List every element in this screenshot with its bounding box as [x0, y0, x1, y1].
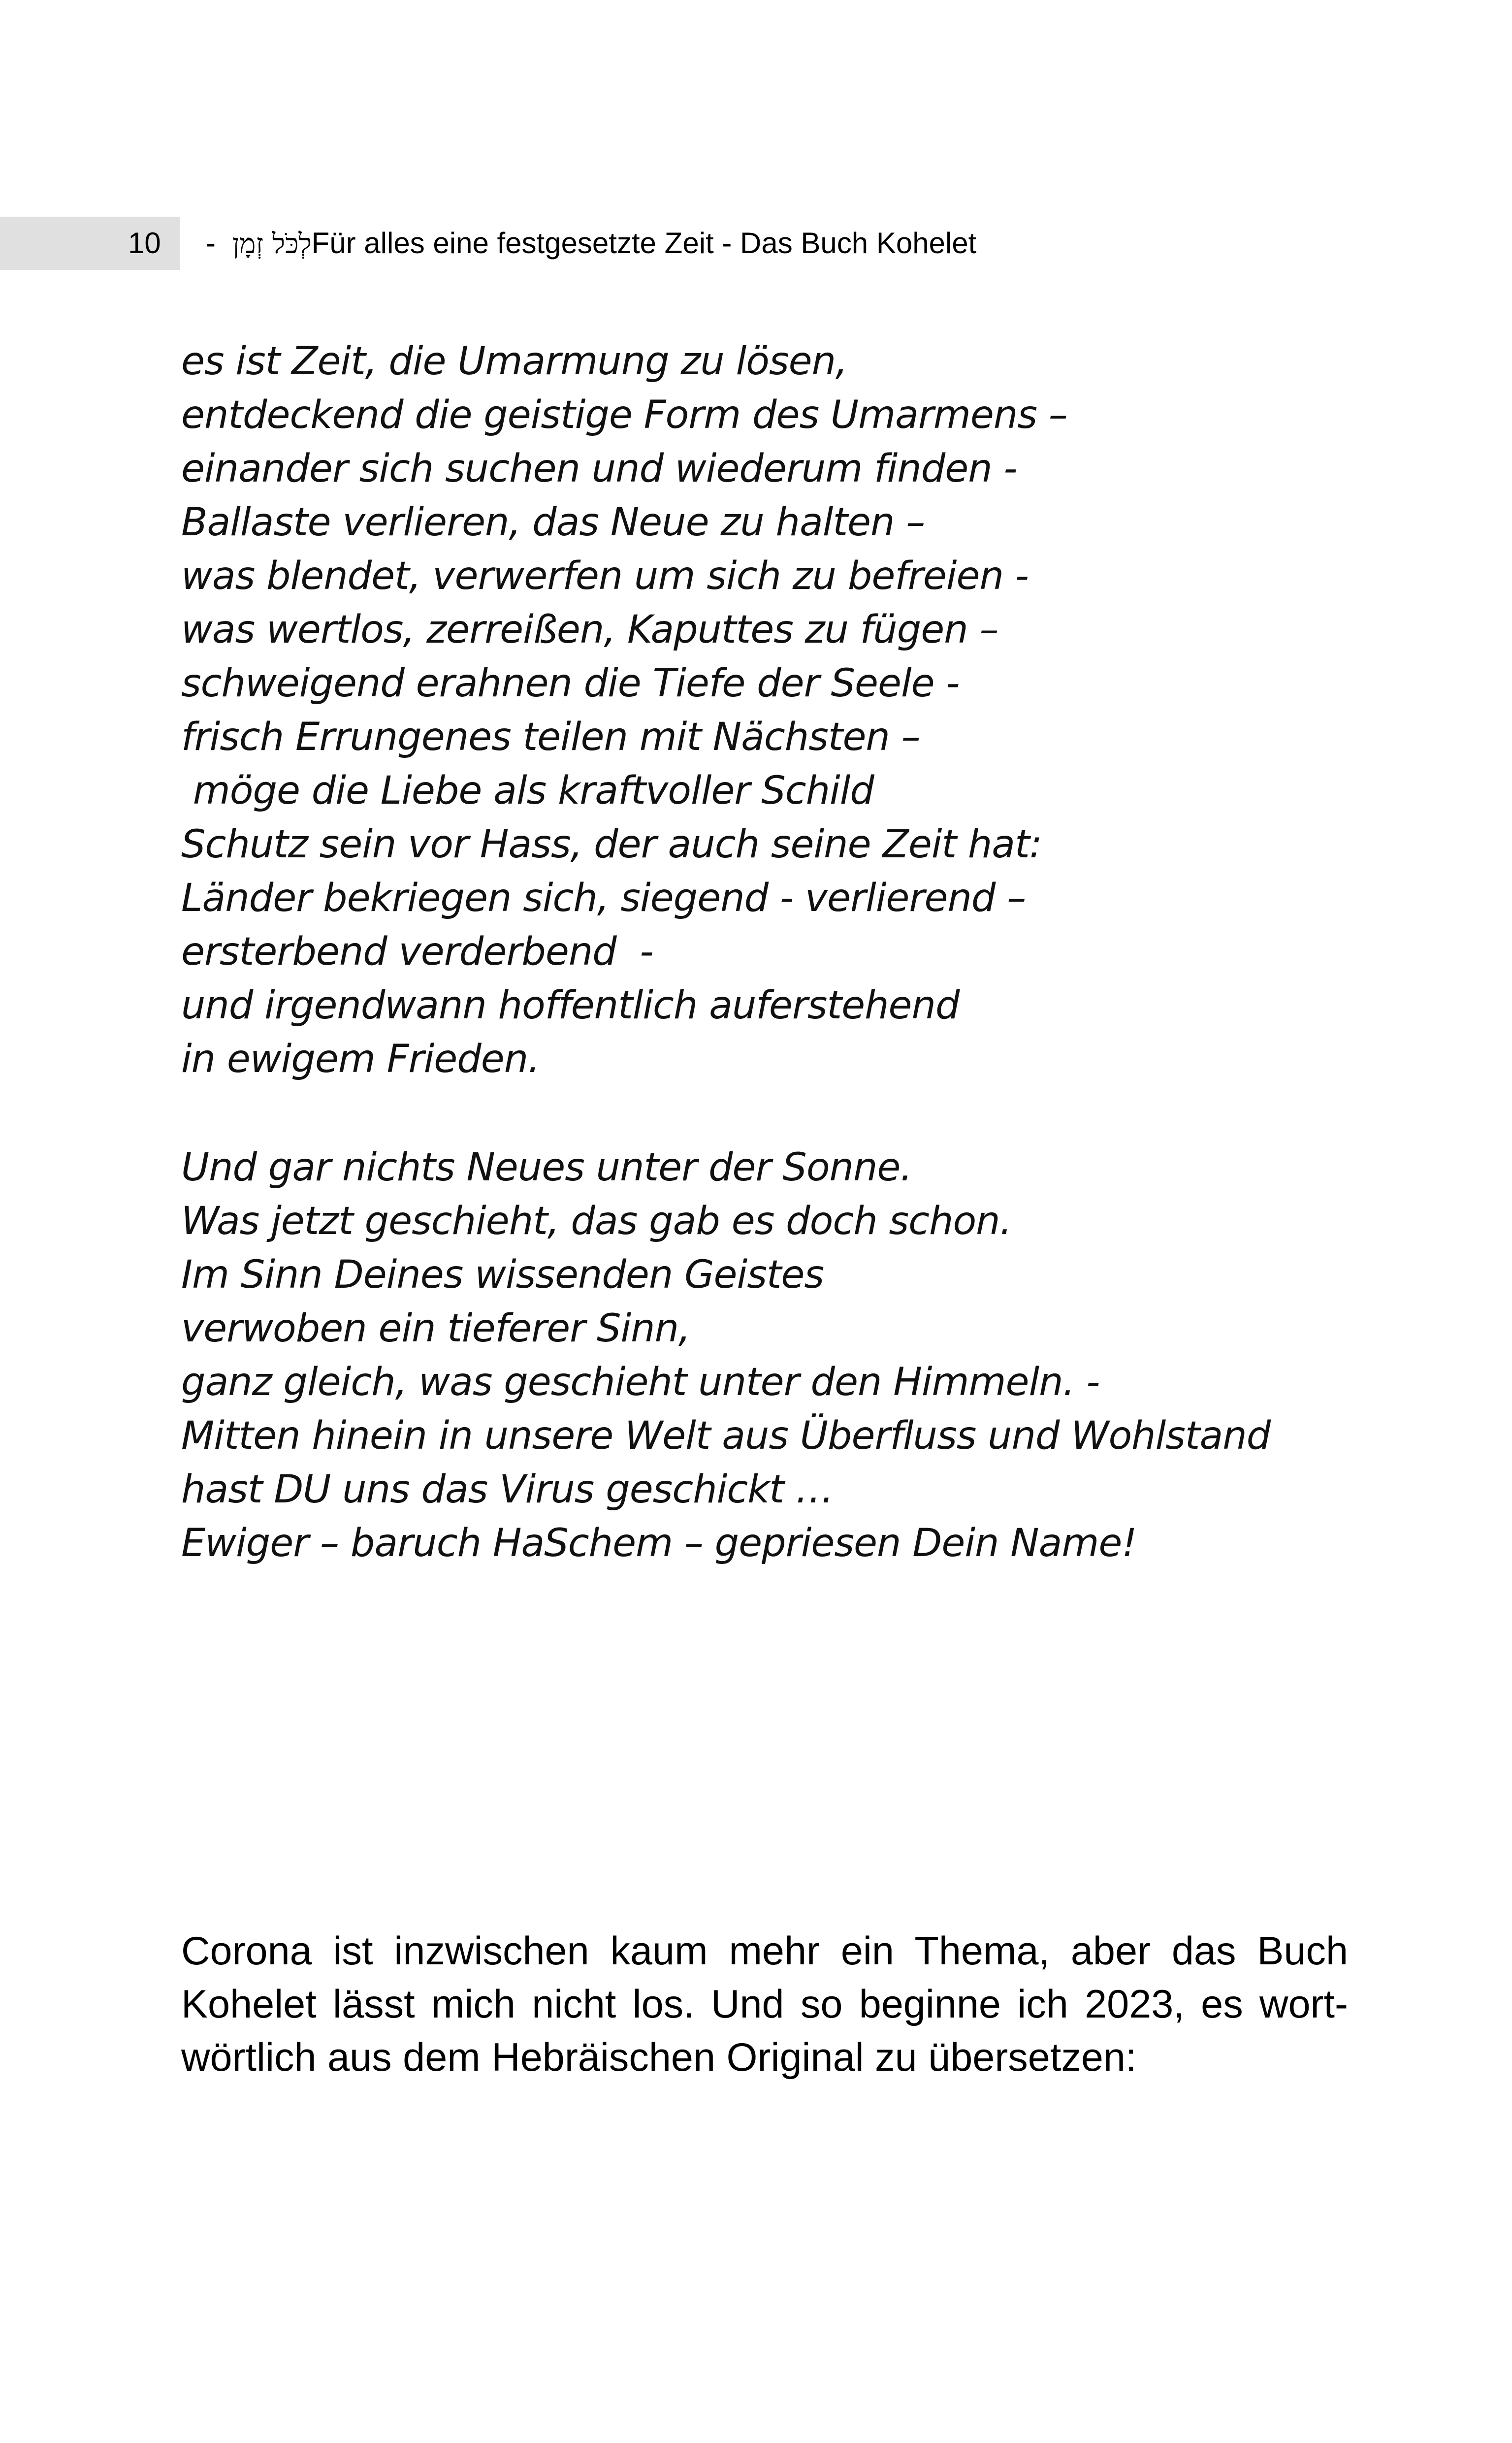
- poem-line: Im Sinn Deines wissenden Geistes: [181, 1253, 824, 1297]
- poem-line: hast DU uns das Virus geschickt …: [181, 1467, 834, 1512]
- poem-line: Mitten hinein in unsere Welt aus Überfluss und Wohlstand: [181, 1414, 1271, 1458]
- poem-line: einander sich suchen und wiederum finden -: [181, 447, 1017, 491]
- running-head-hebrew: לְכֹּל זְמָן: [232, 228, 312, 260]
- poem-line: und irgendwann hoffentlich auferstehend: [181, 983, 960, 1028]
- poem-stanza-1: [181, 335, 1363, 1086]
- poem-line: entdeckend die geistige Form des Umarmens –: [181, 393, 1067, 437]
- running-head: [206, 226, 976, 262]
- poem-line: verwoben ein tieferer Sinn,: [181, 1306, 690, 1351]
- running-head-title: Für alles eine festgesetzte Zeit - Das Buch Kohelet: [311, 227, 977, 260]
- poem-line: was wertlos, zerreißen, Kaputtes zu fügen –: [181, 608, 998, 652]
- poem-line: Schutz sein vor Hass, der auch seine Zeit hat:: [181, 822, 1042, 867]
- poem-line: frisch Errungenes teilen mit Nächsten –: [181, 715, 920, 759]
- poem-line: ganz gleich, was geschieht unter den Himmeln. -: [181, 1360, 1100, 1404]
- poem-line: schweigend erahnen die Tiefe der Seele -: [181, 661, 960, 706]
- prose-paragraph: Corona ist inzwischen kaum mehr ein Thema, aber das Buch Kohelet lässt mich nicht los. Und so beginne ich 2023, es wortwörtlich aus dem Hebräischen Original zu übersetzen:: [181, 1929, 1348, 2080]
- poem-stanza-2: [181, 1141, 1363, 1570]
- poem-line: Was jetzt geschieht, das gab es doch schon.: [181, 1199, 1012, 1243]
- poem-line: es ist Zeit, die Umarmung zu lösen,: [181, 339, 847, 384]
- poem-line: ersterbend verderbend -: [181, 930, 653, 974]
- poem-line: möge die Liebe als kraftvoller Schild: [181, 769, 874, 813]
- poem-line: in ewigem Frieden.: [181, 1037, 540, 1081]
- poem-line: Ballaste verlieren, das Neue zu halten –: [181, 500, 925, 545]
- poem-line: Ewiger – baruch HaSchem – gepriesen Dein Name!: [181, 1521, 1137, 1565]
- poem-line: Länder bekriegen sich, siegend - verlierend –: [181, 876, 1026, 920]
- page-number: 10: [128, 227, 161, 260]
- poem-line: Und gar nichts Neues unter der Sonne.: [181, 1145, 912, 1190]
- running-head-separator: -: [206, 227, 216, 260]
- poem-line: was blendet, verwerfen um sich zu befreien -: [181, 554, 1029, 598]
